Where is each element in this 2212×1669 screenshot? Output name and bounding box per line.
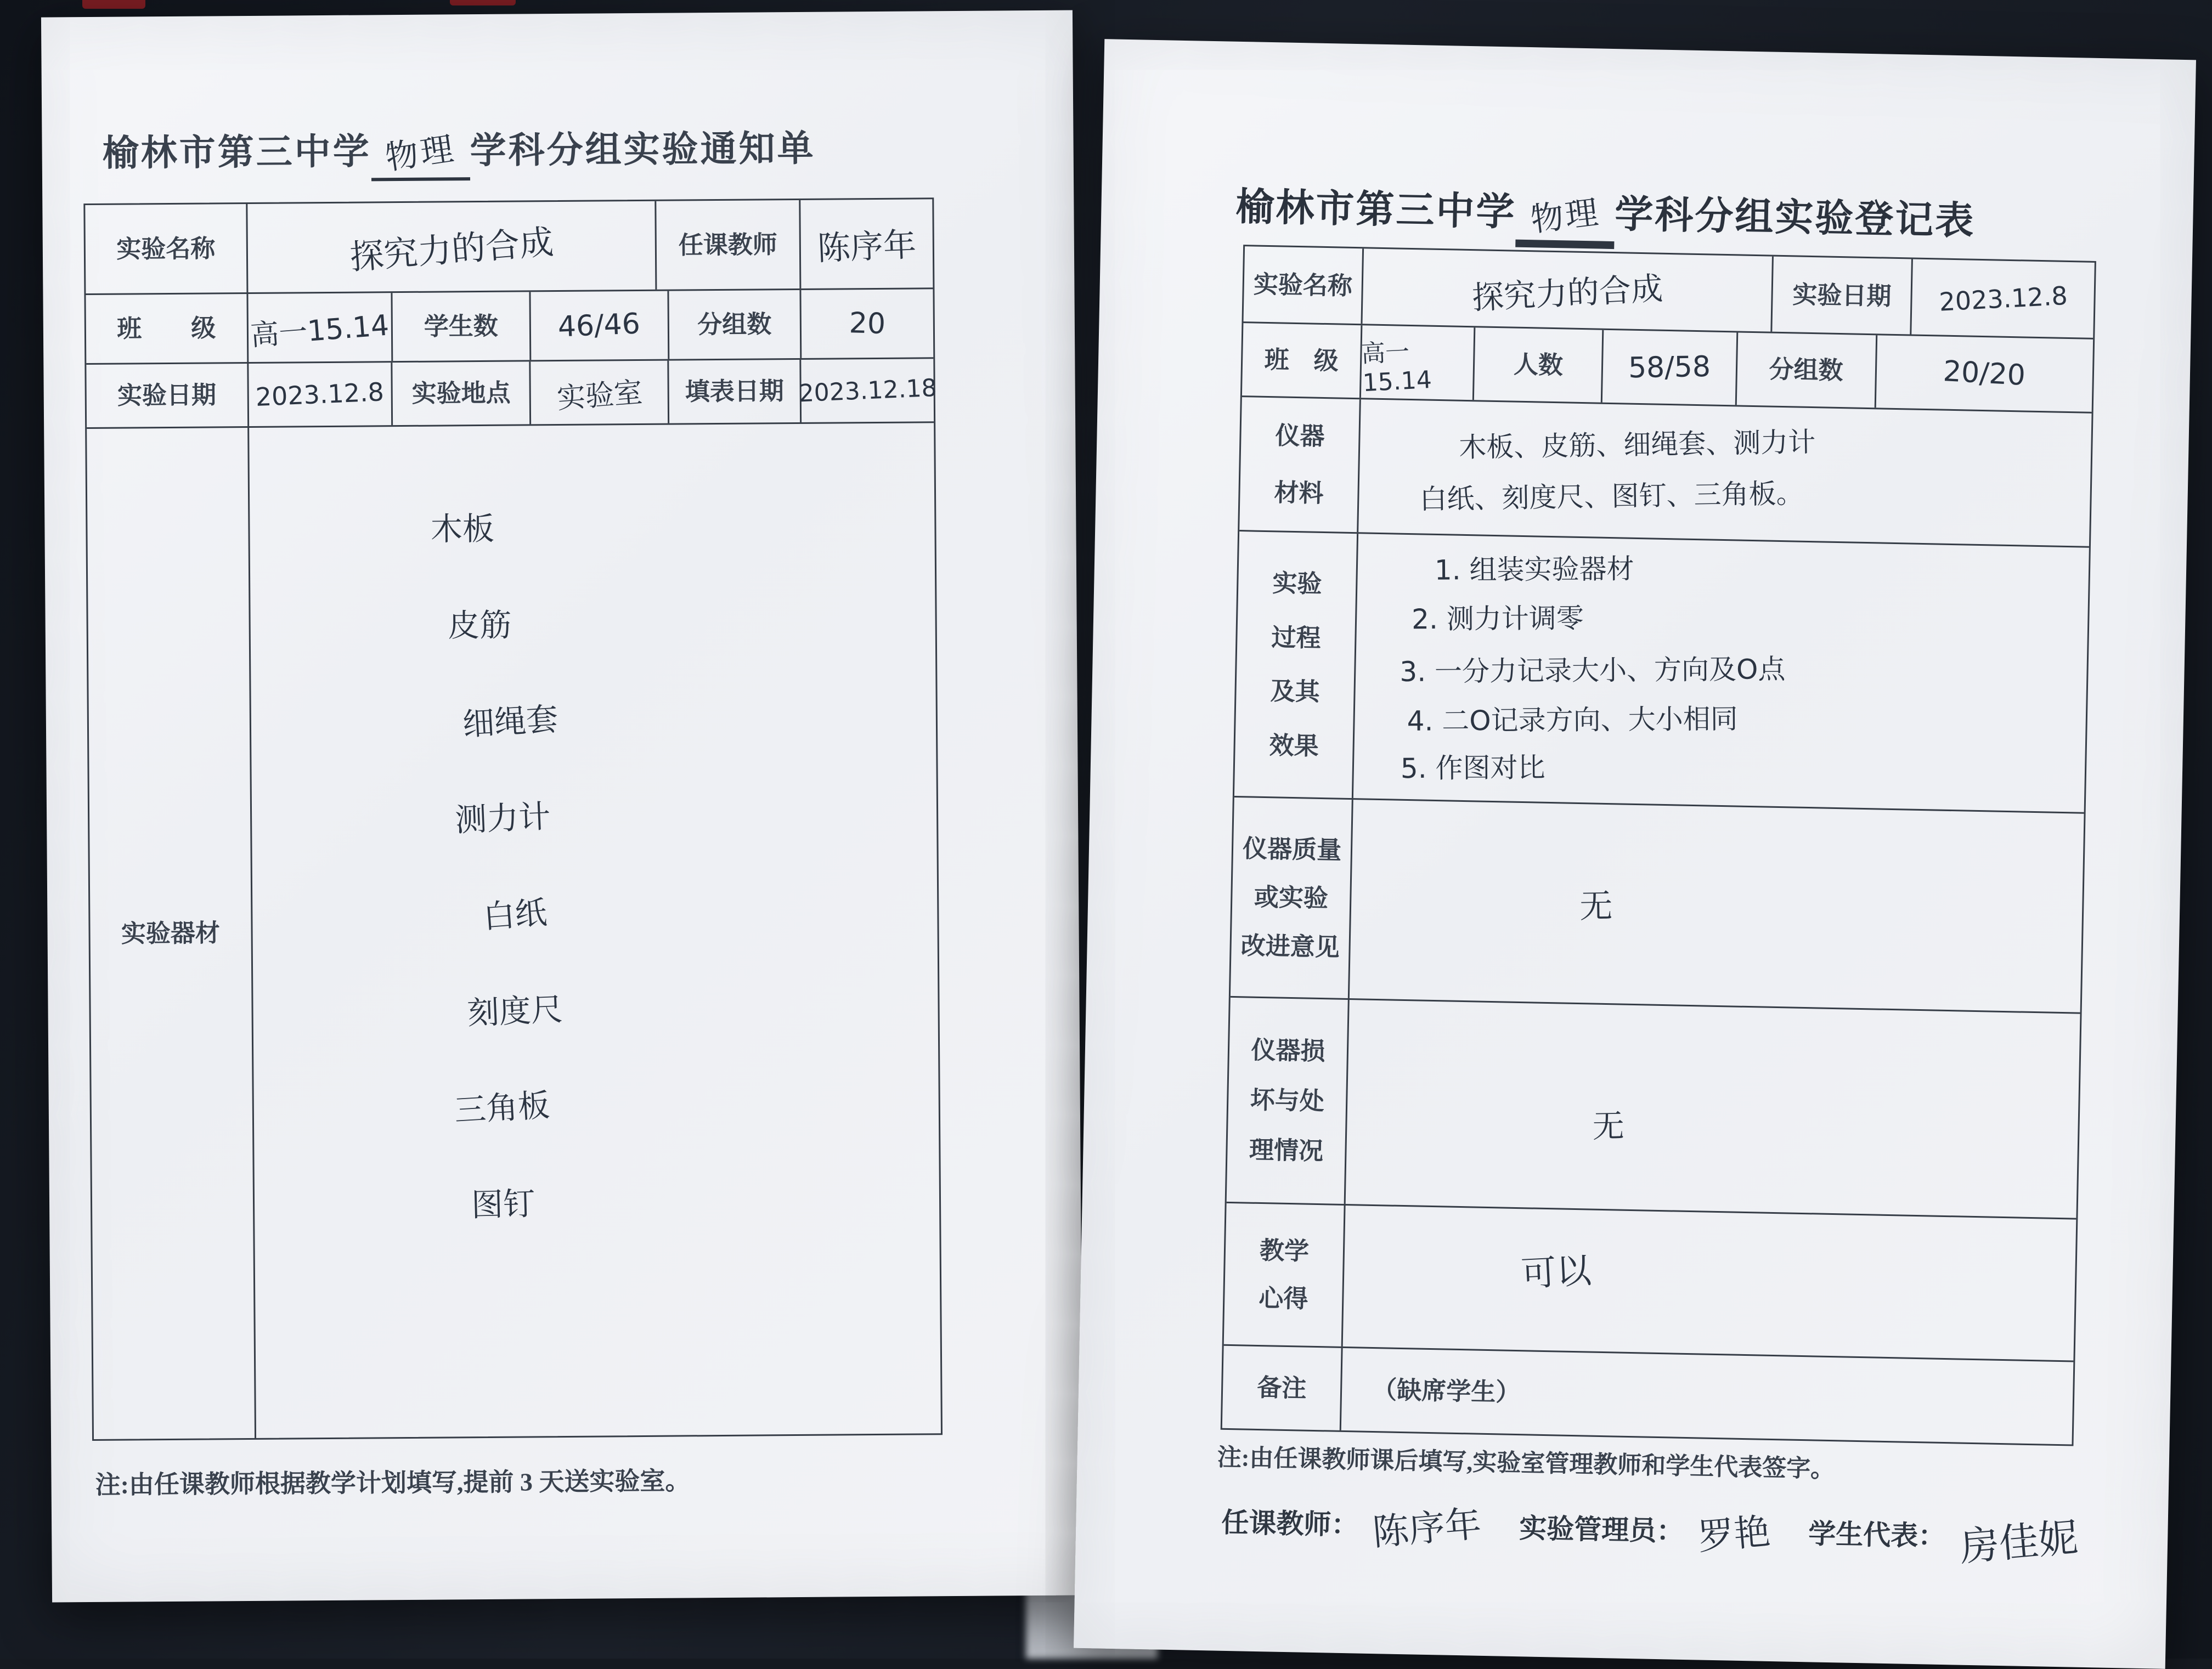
register-footer-note: 注:由任课教师课后填写,实验室管理教师和学生代表签字。 [1217, 1444, 1835, 1483]
equipment-item: 皮筋 [448, 606, 512, 644]
class-value: 高一15.14 [1361, 337, 1433, 397]
register-row-remark [1222, 1346, 2074, 1445]
register-title-prefix: 榆林市第三中学 [1235, 186, 1517, 234]
red-edge-mark-2 [450, 0, 516, 5]
experiment-name-value: 探究力的合成 [348, 222, 555, 278]
remark-value: （缺席学生） [1372, 1376, 1521, 1407]
register-title-suffix: 学科分组实验登记表 [1614, 194, 1976, 243]
experiment-name-label: 实验名称 [1253, 270, 1353, 300]
register-form-title [1235, 176, 1976, 256]
notice-title-suffix: 学科分组实验通知单 [470, 128, 816, 172]
fill-date-value: 2023.12.18 [798, 374, 938, 408]
student-count-value: 46/46 [557, 307, 641, 344]
notice-title-prefix: 榆林市第三中学 [102, 132, 371, 174]
register-subject-handwritten: 物理 [1528, 193, 1602, 240]
reflection-label-line: 教学 [1259, 1237, 1310, 1266]
process-label-line: 实验 [1272, 569, 1322, 598]
quality-label-line: 或实验 [1254, 883, 1329, 913]
damage-value: 无 [1592, 1107, 1625, 1145]
sign-student-label: 学生代表： [1808, 1518, 1946, 1552]
register-row-process [1234, 531, 2089, 814]
materials-label [1239, 397, 1359, 532]
group-count-value: 20/20 [1942, 355, 2027, 393]
student-count-label: 学生数 [424, 312, 498, 341]
fill-date-label: 填表日期 [685, 377, 784, 406]
damage-label-line: 坏与处 [1250, 1086, 1325, 1116]
notice-row-class [86, 289, 933, 365]
quality-label-line: 改进意见 [1240, 931, 1340, 961]
materials-content [1358, 399, 2091, 546]
notice-footer-note: 注:由任课教师根据教学计划填写,提前 3 天送实验室。 [95, 1467, 691, 1499]
location-label: 实验地点 [411, 379, 511, 408]
process-step: 4. 二O记录方向、大小相同 [1407, 703, 1738, 737]
process-step: 3. 一分力记录大小、方向及O点 [1400, 653, 1786, 688]
notice-subject-handwritten: 物理 [383, 129, 458, 178]
experiment-name-value: 探究力的合成 [1471, 269, 1664, 316]
notice-form-page [41, 10, 1084, 1602]
register-row-quality [1231, 797, 2084, 1014]
register-subject-blank [1515, 193, 1615, 249]
materials-line: 白纸、刻度尺、图钉、三角板。 [1419, 477, 1804, 516]
equipment-item: 图钉 [470, 1185, 535, 1224]
notice-row-date [86, 359, 938, 429]
process-step: 5. 作图对比 [1400, 751, 1545, 784]
people-count-value: 58/58 [1628, 350, 1711, 385]
group-count-label: 分组数 [697, 310, 772, 339]
register-table [1221, 245, 2096, 1446]
register-form-page [1074, 39, 2196, 1669]
experiment-date-label: 实验日期 [117, 381, 217, 410]
people-count-label: 人数 [1513, 350, 1564, 380]
signature-row [1221, 1501, 2117, 1569]
quality-label-line: 仪器质量 [1242, 834, 1342, 864]
experiment-date-label: 实验日期 [1792, 280, 1892, 310]
red-edge-mark-1 [82, 0, 145, 9]
register-row-materials [1239, 397, 2091, 548]
equipment-item: 刻度尺 [466, 990, 563, 1032]
notice-row-name [85, 199, 933, 295]
remark-label: 备注 [1256, 1373, 1307, 1402]
notice-form-title [102, 119, 816, 183]
sign-student-signature: 房佳妮 [1957, 1514, 2080, 1570]
notice-subject-blank [371, 130, 470, 181]
damage-label-line: 仪器损 [1251, 1036, 1326, 1066]
materials-label-line: 材料 [1274, 479, 1324, 508]
notice-table [83, 197, 943, 1441]
group-count-label: 分组数 [1769, 355, 1843, 385]
equipment-label: 实验器材 [121, 919, 221, 948]
process-label [1234, 531, 1357, 798]
experiment-date-value: 2023.12.8 [255, 377, 385, 412]
process-content [1353, 534, 2089, 812]
group-count-value: 20 [848, 307, 886, 341]
sign-admin-label: 实验管理员： [1519, 1513, 1684, 1547]
reflection-value: 可以 [1520, 1250, 1593, 1295]
equipment-item: 木板 [430, 510, 495, 548]
notice-row-equipment [87, 423, 941, 1439]
experiment-name-label: 实验名称 [116, 234, 216, 263]
materials-label-line: 仪器 [1275, 421, 1325, 450]
reflection-label-line: 心得 [1258, 1284, 1308, 1313]
sign-teacher-label: 任课教师： [1221, 1507, 1359, 1541]
reflection-label [1224, 1203, 1344, 1346]
equipment-item: 细绳套 [461, 700, 559, 743]
sign-admin-signature: 罗艳 [1696, 1510, 1772, 1559]
damage-label [1227, 998, 1348, 1204]
process-label-line: 及其 [1270, 677, 1321, 706]
class-label: 班 级 [1264, 346, 1339, 375]
equipment-item: 白纸 [481, 893, 548, 936]
equipment-item: 三角板 [453, 1086, 551, 1129]
process-step: 1. 组装实验器材 [1434, 552, 1634, 586]
register-row-damage [1227, 998, 2080, 1220]
quality-value: 无 [1579, 887, 1613, 926]
process-label-line: 过程 [1271, 623, 1321, 652]
register-row-reflection [1224, 1203, 2076, 1362]
teacher-signature: 陈序年 [816, 225, 917, 268]
location-value: 实验室 [555, 376, 644, 415]
equipment-item: 测力计 [454, 797, 551, 839]
sign-teacher-signature: 陈序年 [1371, 1502, 1483, 1554]
experiment-date-value: 2023.12.8 [1938, 280, 2068, 317]
materials-line: 木板、皮筋、细绳套、测力计 [1459, 426, 1816, 464]
quality-label [1231, 797, 1352, 998]
process-step: 2. 测力计调零 [1412, 602, 1584, 635]
damage-label-line: 理情况 [1249, 1136, 1324, 1166]
equipment-list [249, 423, 941, 1438]
process-label-line: 效果 [1269, 732, 1319, 761]
class-value: 高一15.14 [249, 308, 391, 353]
class-label: 班 级 [117, 314, 216, 343]
teacher-label: 任课教师 [678, 230, 777, 259]
